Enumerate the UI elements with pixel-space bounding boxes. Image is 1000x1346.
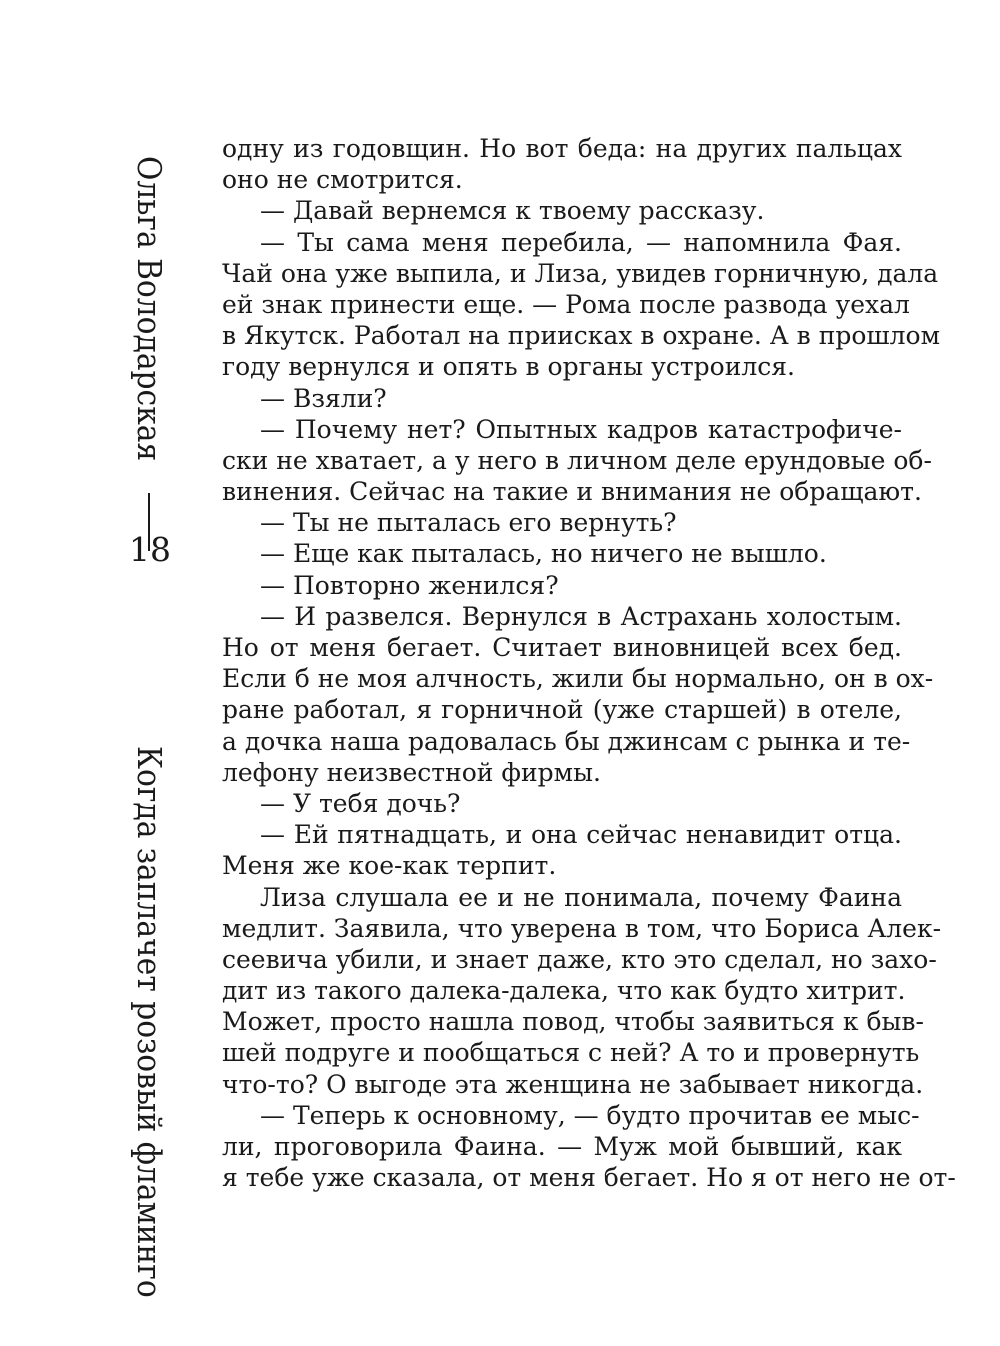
running-header-author-wrap [126, 156, 174, 486]
text-line: лефону неизвестной фирмы. [222, 757, 601, 787]
running-header-title-wrap [126, 746, 174, 1306]
text-line: — У тебя дочь? [260, 788, 461, 818]
text-line: — Ей пятнадцать, и она сейчас ненавидит отца. [260, 820, 902, 850]
text-line: одну из годовщин. Но вот беда: на других пальцах [222, 134, 902, 163]
text-line: сеевича убили, и знает даже, кто это сделал, но захо- [222, 944, 937, 974]
text-line: медлит. Заявила, что уверена в том, что Бориса Алек- [222, 913, 942, 943]
text-line: Лиза слушала ее и не понимала, почему Фаина [260, 882, 902, 912]
text-line: — Ты сама меня перебила, — напомнила Фая. [260, 227, 902, 257]
text-line: я тебе уже сказала, от меня бегает. Но я от него не от- [222, 1163, 956, 1193]
text-line: ли, проговорила Фаина. — Муж мой бывший, как [222, 1132, 902, 1161]
text-line: оно не смотрится. [222, 165, 463, 195]
text-line: Меня же кое-как терпит. [222, 851, 557, 881]
text-line: — Взяли? [260, 383, 387, 413]
text-line: ей знак принести еще. — Рома после развода уехал [222, 289, 910, 319]
body-text [222, 133, 956, 1193]
text-line: — Почему нет? Опытных кадров катастрофиче- [260, 414, 902, 444]
text-line: Но от меня бегает. Считает виновницей всех бед. [222, 633, 902, 662]
text-line: — Давай вернемся к твоему рассказу. [260, 196, 765, 226]
text-line: Если б не моя алчность, жили бы нормально, он в ох- [222, 664, 934, 694]
text-line: Может, просто нашла повод, чтобы заявиться к быв- [222, 1007, 924, 1037]
text-line: Чай она уже выпила, и Лиза, увидев горничную, дала [222, 258, 939, 288]
text-line: а дочка наша радовалась бы джинсам с рынка и те- [222, 726, 911, 756]
text-line: ски не хватает, а у него в личном деле ерундовые об- [222, 445, 932, 475]
text-line: шей подруге и пообщаться с ней? А то и провернуть [222, 1038, 920, 1068]
text-line: что-то? О выгоде эта женщина не забывает никогда. [222, 1069, 924, 1099]
text-line: — Повторно женился? [260, 570, 559, 600]
running-header-author: Ольга Володарская [130, 156, 170, 462]
running-header [126, 136, 174, 1298]
text-line: в Якутск. Работал на приисках в охране. А в прошлом [222, 321, 941, 351]
page-number: 18 [129, 530, 171, 569]
text-line: — Еще как пыталась, но ничего не вышло. [260, 539, 827, 569]
text-line: дит из такого далека-далека, что как будто хитрит. [222, 976, 906, 1006]
text-line: — И развелся. Вернулся в Астрахань холостым. [260, 601, 902, 631]
text-line: — Теперь к основному, — будто прочитав ее мыс- [260, 1100, 920, 1130]
text-line: — Ты не пыталась его вернуть? [260, 508, 677, 538]
text-line: году вернулся и опять в органы устроился. [222, 352, 795, 382]
text-line: винения. Сейчас на такие и внимания не обращают. [222, 477, 922, 507]
running-header-book-title: Когда заплачет розовый фламинго [130, 746, 170, 1298]
text-line: ране работал, я горничной (уже старшей) в отеле, [222, 695, 902, 725]
